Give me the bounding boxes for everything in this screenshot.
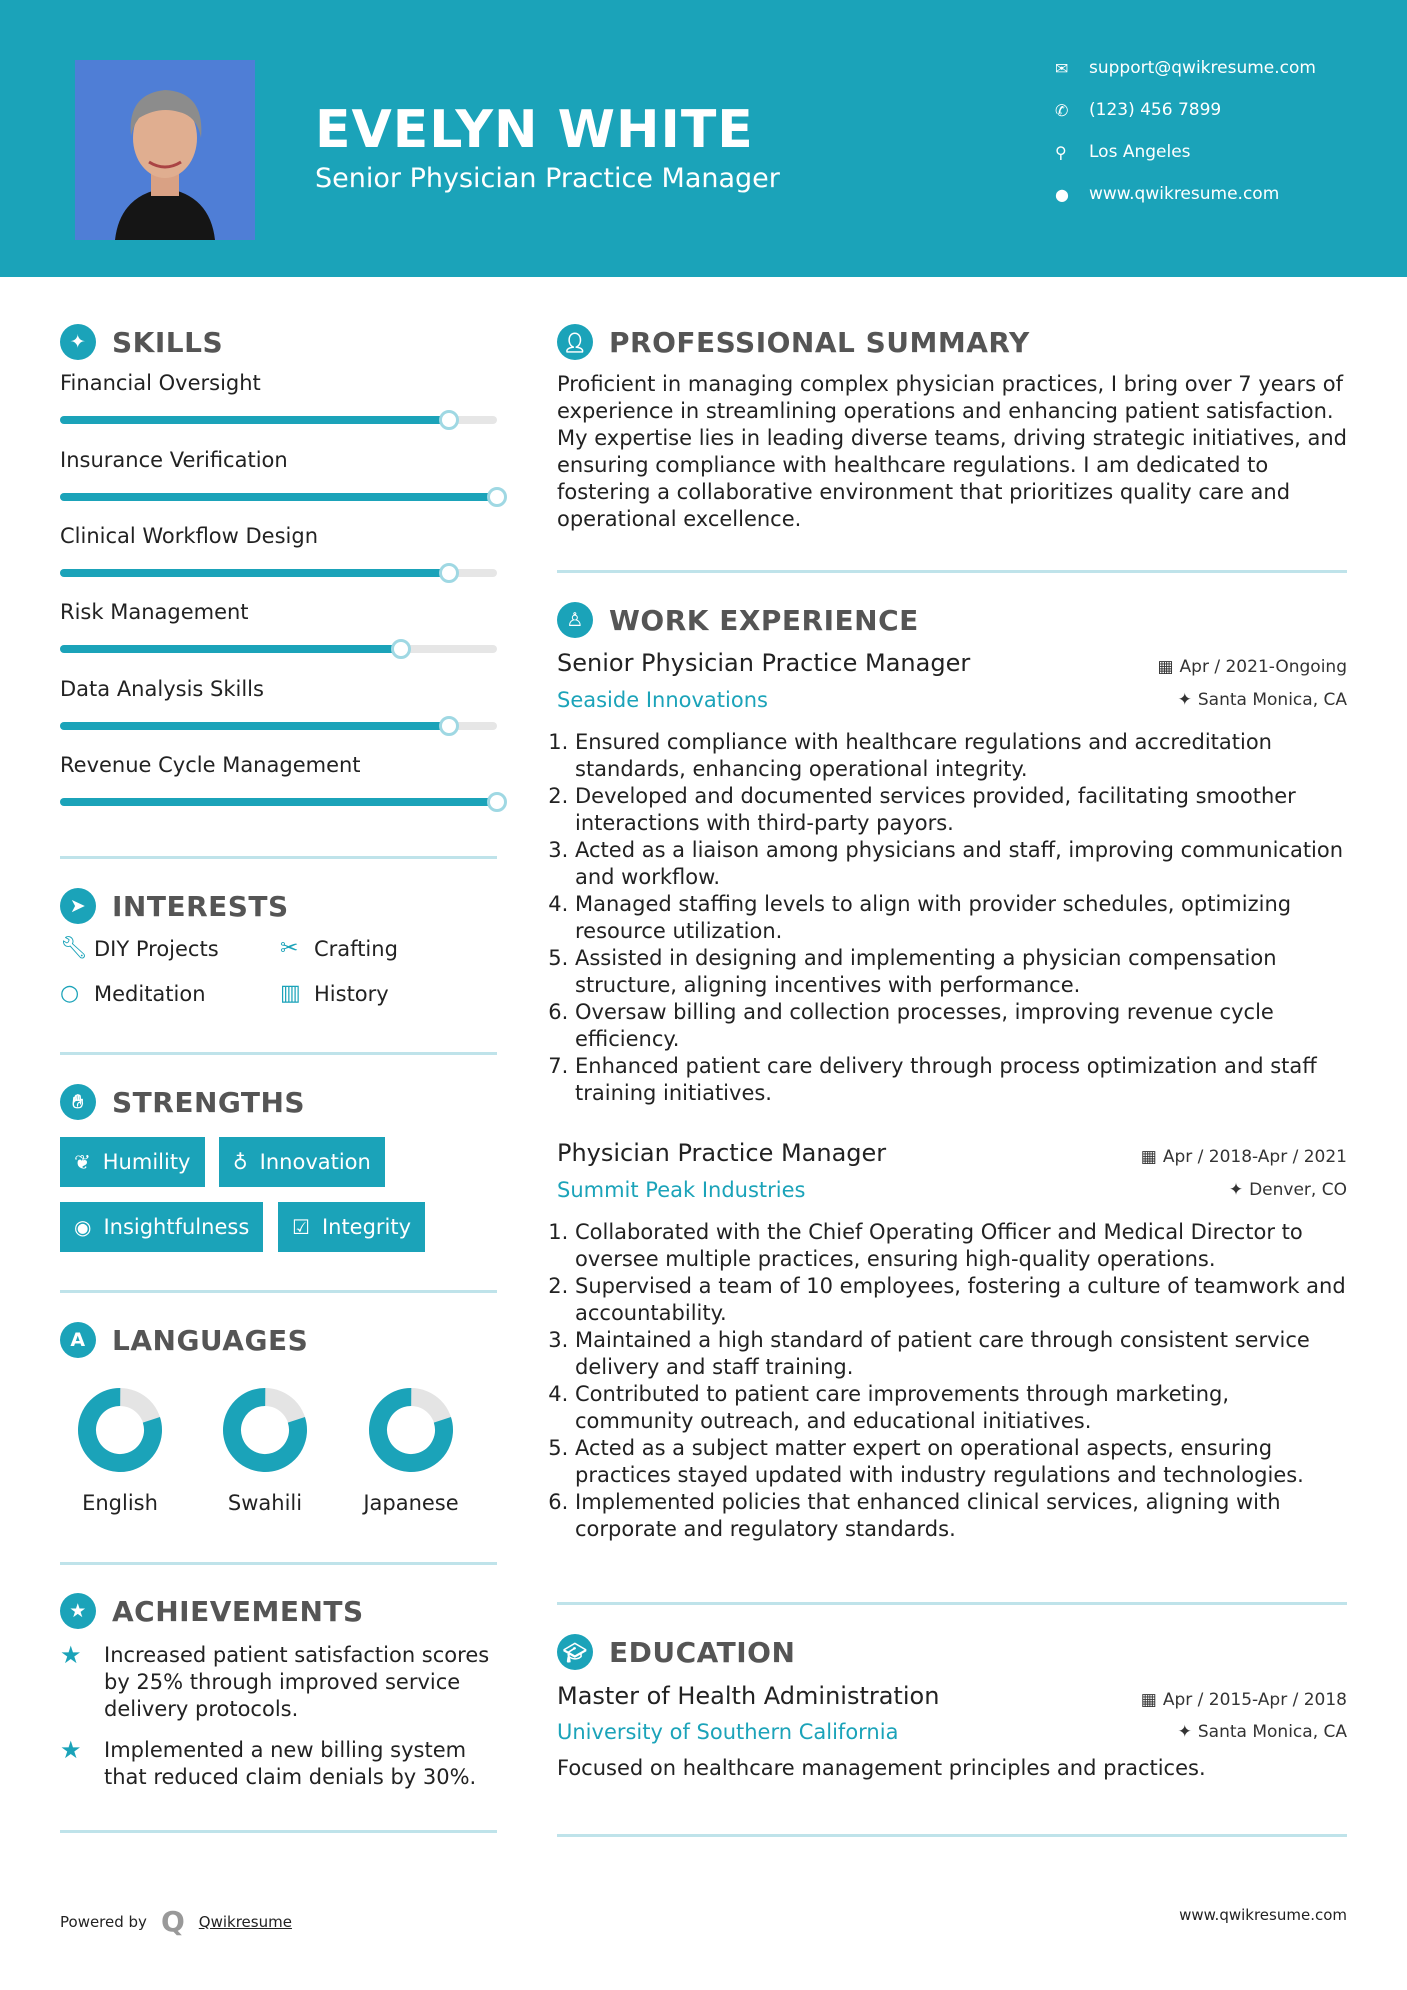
summary-text: Proficient in managing complex physician practices, I bring over 7 years of experience in streamlining operations and enhancing patient satisfaction. My expertise lies in leading diverse teams, driving strategic initiatives, and ensuring compliance with healthcare regulations. I am dedicated to fostering a collaborative environment that prioritizes quality care and operational excellence. bbox=[557, 372, 1347, 531]
globe-icon: ● bbox=[1055, 184, 1069, 204]
skill-label: Clinical Workflow Design bbox=[60, 524, 319, 548]
achievement-item: ★ Increased patient satisfaction scores by 25% through improved service delivery protocols. bbox=[60, 1641, 490, 1721]
achievements-heading: ★ ACHIEVEMENTS bbox=[60, 1593, 364, 1629]
section-divider bbox=[557, 570, 1347, 573]
job-bullet: 2. Supervised a team of 10 employees, fostering a culture of teamwork and accountability. bbox=[575, 1273, 1347, 1327]
section-divider bbox=[60, 1052, 497, 1055]
skill-label: Financial Oversight bbox=[60, 371, 261, 395]
skill-label: Revenue Cycle Management bbox=[60, 753, 361, 777]
achievement-item: ★ Implemented a new billing system that reduced claim denials by 30%. bbox=[60, 1736, 477, 1789]
scissors-icon: ✂ bbox=[280, 936, 299, 961]
section-divider bbox=[557, 1602, 1347, 1605]
lightbulb-icon: ✦ bbox=[60, 324, 96, 360]
skill-label: Data Analysis Skills bbox=[60, 677, 264, 701]
profile-photo bbox=[75, 60, 255, 240]
star-icon: ★ bbox=[60, 1641, 82, 1669]
skill-bar-fill bbox=[60, 645, 401, 653]
candidate-role: Senior Physician Practice Manager bbox=[315, 163, 780, 194]
skill-bar-knob bbox=[487, 487, 507, 507]
skill-label: Risk Management bbox=[60, 600, 249, 624]
strength-tag: ☑ Integrity bbox=[278, 1202, 425, 1252]
education-dates: ▦ Apr / 2015-Apr / 2018 bbox=[1140, 1690, 1347, 1710]
envelope-icon: ✉ bbox=[1055, 58, 1069, 78]
contact-website[interactable]: ● www.qwikresume.com bbox=[1055, 184, 1280, 204]
interest-item: ▥ History bbox=[280, 981, 389, 1006]
strength-tag: ❦ Humility bbox=[60, 1137, 205, 1187]
job-bullet: 5. Assisted in designing and implementing a physician compensation structure, aligning incentives with performance. bbox=[575, 945, 1347, 999]
job-bullets bbox=[557, 1219, 1347, 1543]
contact-phone[interactable]: ✆ (123) 456 7899 bbox=[1055, 100, 1222, 120]
company-name: Summit Peak Industries bbox=[557, 1178, 806, 1202]
leaf-icon: ❦ bbox=[74, 1150, 91, 1174]
section-divider bbox=[60, 1830, 497, 1833]
skill-bar-knob bbox=[439, 716, 459, 736]
job-bullet: 7. Enhanced patient care delivery through process optimization and staff training initiatives. bbox=[575, 1053, 1347, 1107]
interest-item: ○ Meditation bbox=[60, 981, 206, 1006]
header-banner bbox=[0, 0, 1407, 277]
job-bullet: 1. Collaborated with the Chief Operating Officer and Medical Director to oversee multiple practices, ensuring high-quality operations. bbox=[575, 1219, 1347, 1273]
job-title: Physician Practice Manager bbox=[557, 1139, 887, 1167]
education-description: Focused on healthcare management principles and practices. bbox=[557, 1756, 1206, 1780]
job-title: Senior Physician Practice Manager bbox=[557, 649, 971, 677]
job-bullet: 3. Maintained a high standard of patient care through consistent service delivery and staff training. bbox=[575, 1327, 1347, 1381]
map-pin-icon: ⚲ bbox=[1055, 142, 1067, 162]
language-label: English bbox=[82, 1491, 158, 1515]
qwikresume-logo-icon: Q bbox=[160, 1905, 185, 1938]
skill-label: Insurance Verification bbox=[60, 448, 288, 472]
calendar-icon: ▦ bbox=[1140, 1690, 1157, 1710]
language-icon: A bbox=[60, 1322, 96, 1358]
paper-plane-icon: ➤ bbox=[60, 888, 96, 924]
interest-item: ✂ Crafting bbox=[280, 936, 398, 961]
skill-bar-fill bbox=[60, 416, 449, 424]
lightbulb-icon: ♁ bbox=[233, 1150, 248, 1174]
circle-icon: ○ bbox=[60, 981, 80, 1006]
job-bullet: 1. Ensured compliance with healthcare regulations and accreditation standards, enhancing operational integrity. bbox=[575, 729, 1347, 783]
language-ring bbox=[55, 1380, 185, 1480]
summary-heading: 👤︎ PROFESSIONAL SUMMARY bbox=[557, 324, 1030, 360]
company-name: Seaside Innovations bbox=[557, 688, 768, 712]
pushpin-icon: ✦ bbox=[1177, 690, 1192, 710]
footer-url[interactable]: www.qwikresume.com bbox=[1179, 1906, 1347, 1924]
job-bullet: 6. Oversaw billing and collection processes, improving revenue cycle efficiency. bbox=[575, 999, 1347, 1053]
checkbox-icon: ☑ bbox=[292, 1215, 310, 1239]
star-icon: ★ bbox=[60, 1736, 82, 1764]
calendar-icon: ▦ bbox=[1157, 657, 1174, 677]
strengths-heading: ✋︎ STRENGTHS bbox=[60, 1084, 305, 1120]
education-heading: 🎓︎ EDUCATION bbox=[557, 1634, 795, 1670]
strength-tag: ◉ Insightfulness bbox=[60, 1202, 263, 1252]
hand-icon: ✋︎ bbox=[60, 1084, 96, 1120]
interest-item: 🔧︎ DIY Projects bbox=[60, 936, 219, 961]
user-icon: 👤︎ bbox=[557, 324, 593, 360]
section-divider bbox=[60, 856, 497, 859]
contact-email[interactable]: ✉ support@qwikresume.com bbox=[1055, 58, 1316, 78]
phone-icon: ✆ bbox=[1055, 100, 1069, 120]
pushpin-icon: ✦ bbox=[1228, 1180, 1244, 1200]
eye-icon: ◉ bbox=[74, 1215, 92, 1239]
education-location: ✦ Santa Monica, CA bbox=[1177, 1722, 1347, 1742]
skill-bar bbox=[60, 493, 497, 501]
job-bullet: 5. Acted as a subject matter expert on operational aspects, ensuring practices stayed updated with industry regulations and technologies. bbox=[575, 1435, 1347, 1489]
calendar-icon: ▦ bbox=[1140, 1147, 1157, 1167]
skill-bar-fill bbox=[60, 569, 449, 577]
school-name: University of Southern California bbox=[557, 1720, 899, 1744]
skill-bar bbox=[60, 569, 497, 577]
language-label: Japanese bbox=[363, 1491, 459, 1515]
language-ring bbox=[200, 1380, 330, 1480]
skill-bar bbox=[60, 645, 497, 653]
contact-location: ⚲ Los Angeles bbox=[1055, 142, 1191, 162]
skill-bar bbox=[60, 722, 497, 730]
brand-link[interactable]: Qwikresume bbox=[198, 1912, 292, 1931]
job-bullet: 4. Contributed to patient care improvements through marketing, community outreach, and educational initiatives. bbox=[575, 1381, 1347, 1435]
languages-heading: A LANGUAGES bbox=[60, 1322, 308, 1358]
pushpin-icon: ✦ bbox=[1177, 1722, 1192, 1742]
strength-tag: ♁ Innovation bbox=[219, 1137, 385, 1187]
degree-title: Master of Health Administration bbox=[557, 1682, 940, 1710]
job-bullet: 2. Developed and documented services provided, facilitating smoother interactions with third-party payors. bbox=[575, 783, 1347, 837]
job-bullet: 6. Implemented policies that enhanced clinical services, aligning with corporate and regulatory standards. bbox=[575, 1489, 1347, 1543]
chair-icon: ♙ bbox=[557, 602, 593, 638]
experience-heading: ♙ WORK EXPERIENCE bbox=[557, 602, 919, 638]
section-divider bbox=[557, 1834, 1347, 1837]
language-label: Swahili bbox=[227, 1491, 303, 1515]
star-badge-icon: ★ bbox=[60, 1593, 96, 1629]
job-location: ✦ Santa Monica, CA bbox=[1177, 690, 1347, 710]
job-bullet: 3. Acted as a liaison among physicians and staff, improving communication and workflow. bbox=[575, 837, 1347, 891]
job-dates: ▦ Apr / 2021-Ongoing bbox=[1157, 657, 1347, 677]
interests-heading: ➤ INTERESTS bbox=[60, 888, 289, 924]
job-bullet: 4. Managed staffing levels to align with provider schedules, optimizing resource utilization. bbox=[575, 891, 1347, 945]
graduation-icon: 🎓︎ bbox=[557, 1634, 593, 1670]
skill-bar-knob bbox=[439, 563, 459, 583]
skill-bar-knob bbox=[487, 792, 507, 812]
job-location: ✦ Denver, CO bbox=[1228, 1180, 1347, 1200]
job-dates: ▦ Apr / 2018-Apr / 2021 bbox=[1140, 1147, 1347, 1167]
skill-bar-knob bbox=[391, 639, 411, 659]
skill-bar-fill bbox=[60, 798, 497, 806]
skill-bar-fill bbox=[60, 493, 497, 501]
footer-powered-by: Powered by Q Qwikresume bbox=[60, 1905, 292, 1938]
skill-bar bbox=[60, 798, 497, 806]
job-bullets bbox=[557, 729, 1347, 1107]
skill-bar-knob bbox=[439, 410, 459, 430]
skill-bar-fill bbox=[60, 722, 449, 730]
skill-bar bbox=[60, 416, 497, 424]
skills-heading: ✦ SKILLS bbox=[60, 324, 223, 360]
bank-icon: ▥ bbox=[280, 981, 301, 1006]
wrench-icon: 🔧︎ bbox=[60, 936, 88, 961]
candidate-name: EVELYN WHITE bbox=[315, 100, 754, 160]
language-ring bbox=[346, 1380, 476, 1480]
section-divider bbox=[60, 1562, 497, 1565]
section-divider bbox=[60, 1290, 497, 1293]
